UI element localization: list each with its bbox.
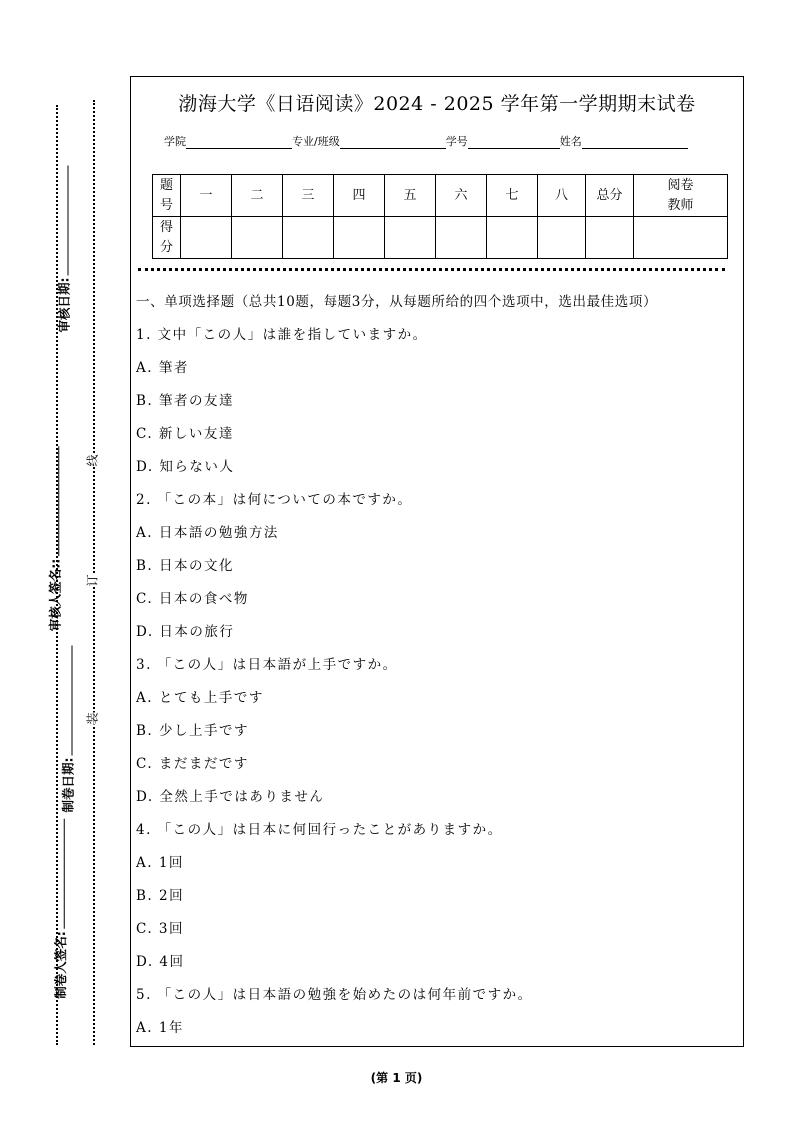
option-line: A. 筆者 [136, 360, 189, 376]
question-line: 5. 「この人」は日本語の勉強を始めたのは何年前ですか。 [136, 987, 533, 1003]
exam-frame [130, 76, 744, 1047]
reviewer-sign-label: 审核人签名:: [45, 447, 63, 632]
score-table-header-row [153, 175, 728, 217]
binding-dotted-line-inner [93, 100, 95, 1045]
score-cell-total[interactable] [586, 217, 634, 259]
option-line: D. 知らない人 [136, 459, 235, 475]
binding-mark-staple: 订 [82, 574, 103, 586]
score-col-total: 总分 [586, 175, 634, 217]
score-col-2: 二 [232, 175, 283, 217]
preparer-sign-label: 制卷人签名: [51, 819, 69, 999]
student-id-label: 学号 [445, 135, 468, 148]
option-line: C. 日本の食べ物 [136, 591, 249, 607]
exam-title: 渤海大学《日语阅读》2024 - 2025 学年第一学期期末试卷 [178, 93, 696, 115]
option-line: D. 全然上手ではありません [136, 789, 325, 805]
question-line: 3. 「この人」は日本語が上手ですか。 [136, 657, 398, 673]
option-line: D. 4回 [136, 954, 185, 970]
prep-date-blank[interactable] [72, 646, 73, 756]
binding-mark-bind: 装 [82, 712, 103, 724]
student-id-field[interactable] [468, 136, 560, 149]
college-label: 学院 [164, 135, 186, 148]
option-line: A. 日本語の勉強方法 [136, 525, 279, 541]
college-field[interactable] [186, 136, 292, 149]
option-line: C. 新しい友達 [136, 426, 234, 442]
score-cell-grader[interactable] [634, 217, 728, 259]
option-line: C. 3回 [136, 921, 185, 937]
score-col-4: 四 [334, 175, 385, 217]
score-table-score-row [153, 217, 728, 259]
option-line: A. 1年 [136, 1020, 184, 1036]
review-date-blank[interactable] [68, 166, 69, 276]
option-line: A. 1回 [136, 855, 184, 871]
name-label: 姓名 [559, 135, 582, 148]
option-line: B. 筆者の友達 [136, 393, 235, 409]
score-label: 得分 [159, 219, 173, 255]
header-separator [138, 268, 725, 271]
option-line: B. 少し上手です [136, 723, 250, 739]
score-col-3: 三 [283, 175, 334, 217]
section1-content [136, 292, 737, 1051]
score-col-1: 一 [181, 175, 232, 217]
score-col-grader: 阅卷教师 [667, 177, 694, 213]
section1-heading: 一、单项选择题（总共10题，每题3分，从每题所给的四个选项中，选出最佳选项） [136, 294, 658, 310]
prep-date-label: 制卷日期: [59, 646, 77, 813]
question-line: 2. 「この本」は何についての本ですか。 [136, 492, 413, 508]
binding-mark-line: 线 [82, 454, 103, 466]
preparer-sign-blank[interactable] [64, 819, 65, 929]
score-cell[interactable] [436, 217, 487, 259]
review-date-label: 审核日期: [55, 166, 73, 333]
option-line: B. 2回 [136, 888, 185, 904]
question-line: 1. 文中「この人」は誰を指していますか。 [136, 327, 428, 343]
name-field[interactable] [582, 136, 688, 149]
option-line: D. 日本の旅行 [136, 624, 235, 640]
question-line: 4. 「この人」は日本に何回行ったことがありますか。 [136, 822, 503, 838]
option-line: A. とても上手です [136, 690, 264, 706]
score-cell[interactable] [181, 217, 232, 259]
score-cell[interactable] [385, 217, 436, 259]
score-col-8: 八 [538, 175, 586, 217]
score-table [152, 174, 728, 259]
major-field[interactable] [340, 136, 446, 149]
reviewer-sign-blank[interactable] [58, 447, 59, 557]
score-cell[interactable] [283, 217, 334, 259]
question-number-label: 题号 [159, 177, 173, 213]
student-info-line [164, 133, 688, 149]
page-number: (第 1 页) [370, 1071, 423, 1085]
score-cell[interactable] [538, 217, 586, 259]
score-col-7: 七 [487, 175, 538, 217]
score-cell[interactable] [487, 217, 538, 259]
score-cell[interactable] [334, 217, 385, 259]
score-col-6: 六 [436, 175, 487, 217]
option-line: B. 日本の文化 [136, 558, 235, 574]
score-col-5: 五 [385, 175, 436, 217]
score-cell[interactable] [232, 217, 283, 259]
major-label: 专业/班级 [292, 135, 340, 148]
option-line: C. まだまだです [136, 756, 249, 772]
